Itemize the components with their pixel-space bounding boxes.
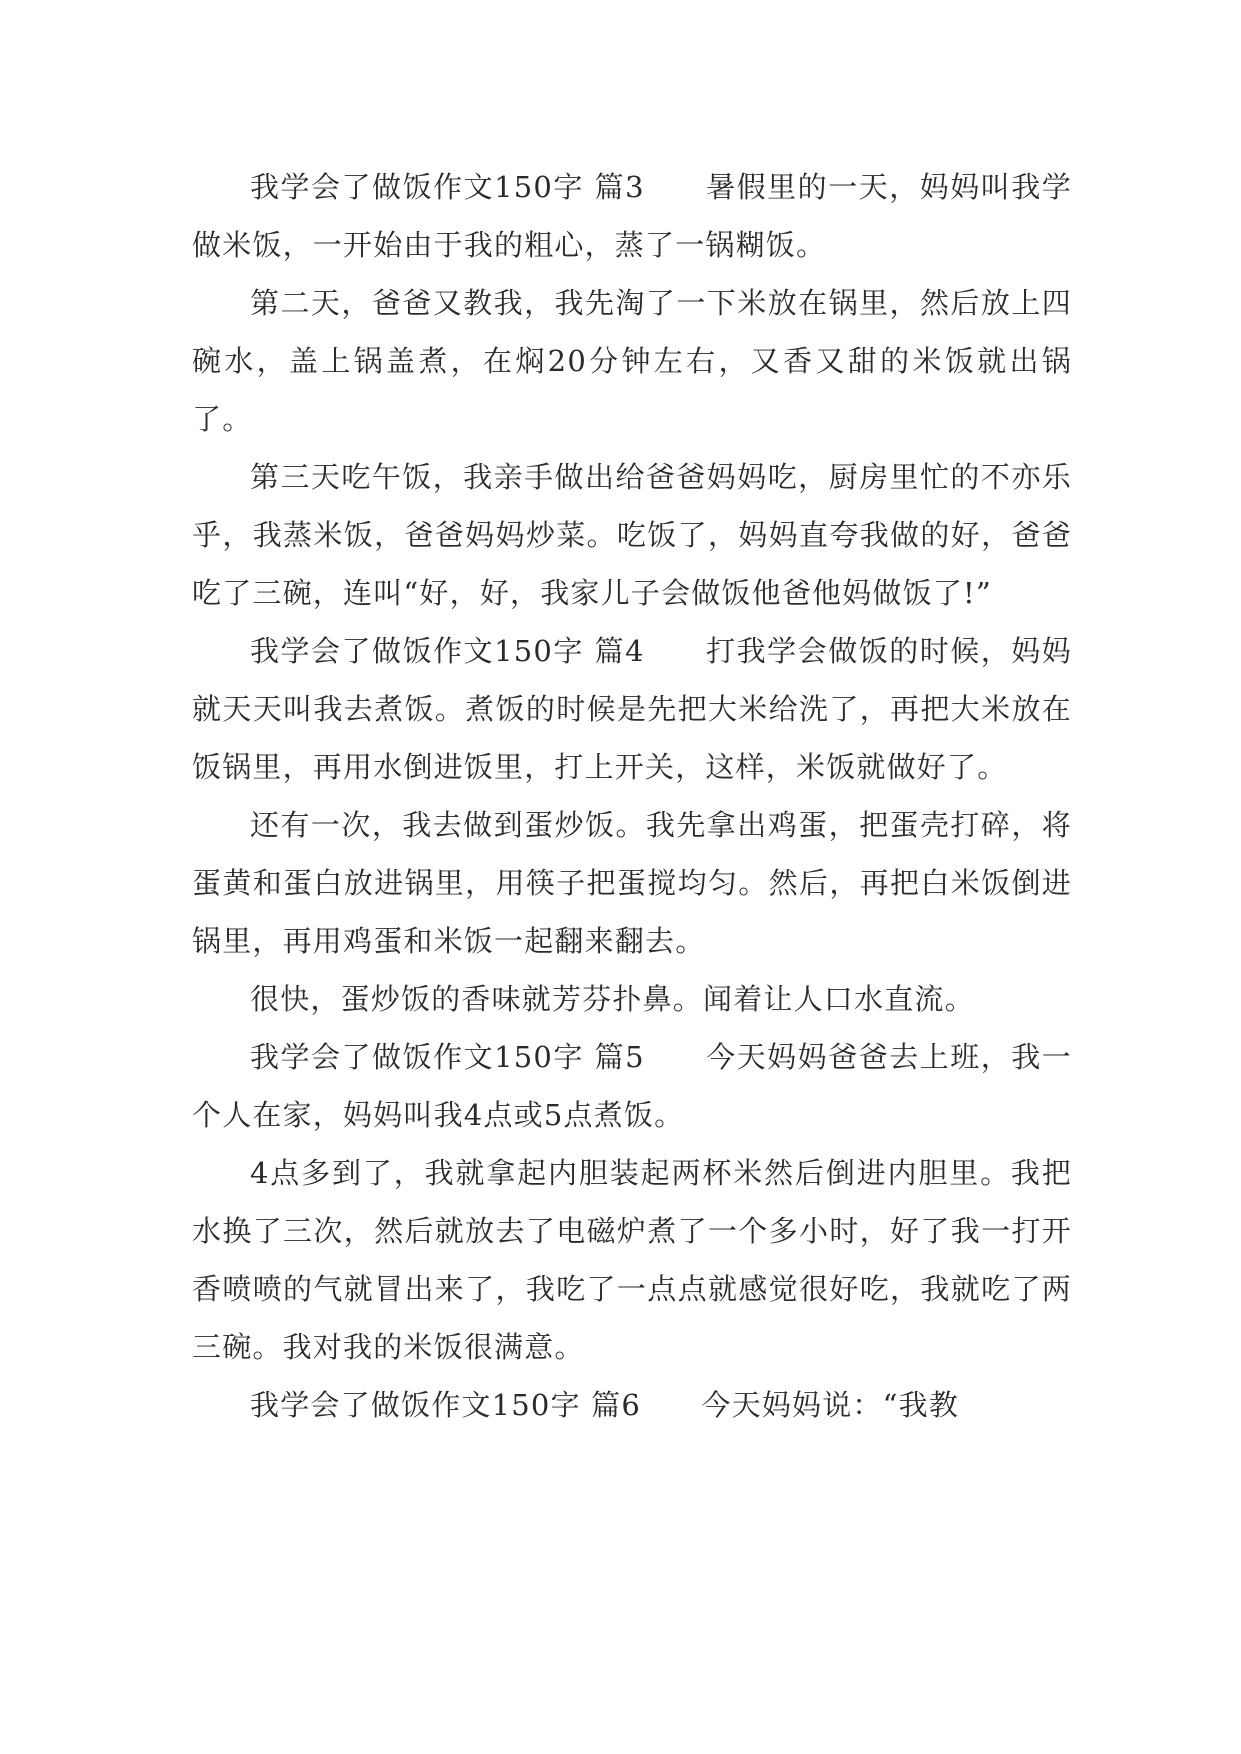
paragraph-egg-fried-rice: 还有一次，我去做到蛋炒饭。我先拿出鸡蛋，把蛋壳打碎，将蛋黄和蛋白放进锅里，用筷子把蛋搅均匀。然后，再把白米饭倒进锅里，再用鸡蛋和米饭一起翻来翻去。 [192, 808, 1072, 958]
paragraph-day-two: 第二天，爸爸又教我，我先淘了一下米放在锅里，然后放上四碗水，盖上锅盖煮，在焖20分钟左右，又香又甜的米饭就出锅了。 [192, 286, 1072, 436]
paragraph-section-6-intro: 我学会了做饭作文150字 篇6 今天妈妈说：“我教 [250, 1388, 960, 1422]
paragraph-section-5-intro: 我学会了做饭作文150字 篇5 今天妈妈爸爸去上班，我一个人在家，妈妈叫我4点或5点煮饭。 [192, 1040, 1072, 1132]
paragraph-day-three: 第三天吃午饭，我亲手做出给爸爸妈妈吃，厨房里忙的不亦乐乎，我蒸米饭，爸爸妈妈炒菜。吃饭了，妈妈直夸我做的好，爸爸吃了三碗，连叫“好，好，我家儿子会做饭他爸他妈做饭了!” [192, 460, 1072, 610]
document-body [192, 158, 1072, 1434]
paragraph-section-3-intro: 我学会了做饭作文150字 篇3 暑假里的一天，妈妈叫我学做米饭，一开始由于我的粗心，蒸了一锅糊饭。 [192, 170, 1072, 262]
paragraph-aroma: 很快，蛋炒饭的香味就芳芬扑鼻。闻着让人口水直流。 [250, 982, 975, 1016]
paragraph-section-4-intro: 我学会了做饭作文150字 篇4 打我学会做饭的时候，妈妈就天天叫我去煮饭。煮饭的时候是先把大米给洗了，再把大米放在饭锅里，再用水倒进饭里，打上开关，这样，米饭就做好了。 [192, 634, 1072, 784]
paragraph-four-oclock: 4点多到了，我就拿起内胆装起两杯米然后倒进内胆里。我把水换了三次，然后就放去了电磁炉煮了一个多小时，好了我一打开香喷喷的气就冒出来了，我吃了一点点就感觉很好吃，我就吃了两三碗。我对我的米饭很满意。 [192, 1156, 1072, 1364]
